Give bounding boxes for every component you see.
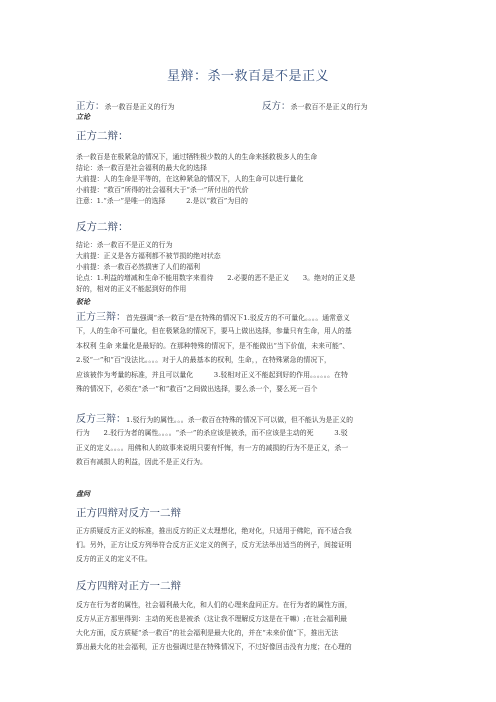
- pro-text: 杀一救百是正义的行为: [104, 103, 175, 111]
- pro-side-line: [76, 98, 175, 112]
- zheng2-body: [76, 152, 421, 207]
- paragraph-line: 反方在行为者的属性，社会福利最大化，和人们的心理来盘问正方。在行为者的属性方面，: [76, 601, 352, 609]
- paragraph-line: 正方质疑反方正义的标准，推出反方的正义太理想化，绝对化，只适用于佛陀，而不适合我: [76, 527, 352, 535]
- section-panwen: 盘问: [76, 489, 90, 498]
- paragraph-line: 结论：杀一救百是社会福利的最大化的选择: [76, 164, 207, 172]
- paragraph-line: 正义的定义。。。。用佛和人的故事来说明只要有忏悔，有一方的减损的行为不是正义，杀一: [76, 443, 349, 452]
- paragraph-line: 本权利 生命 来量化是最好的。在那种特殊的情况下，是不能做出“当下价值，未来可能”、: [76, 341, 350, 350]
- fan4-body: [76, 598, 421, 654]
- paragraph-line: 应该被作为考量的标准，并且可以量化 3.驳相对正义不能起到好的作用。。。。。。在特: [76, 370, 348, 379]
- fan3-first-line: 反方三辩：1.驳行为的属性。。。杀一救百在特殊的情况下可以做，但不能认为是正义的: [76, 414, 354, 425]
- paragraph-line: 殊的情况下，必须在“杀一”和“救百”之间做出选择，要么杀一个，要么死一百个: [76, 385, 318, 393]
- section-bolun: 驳论: [76, 297, 90, 306]
- paragraph-line: 反方的正义的定义不住。: [76, 555, 152, 563]
- paragraph-line: 结论：杀一救百不是正义的行为: [76, 241, 173, 249]
- paragraph-line: 大前提：正义是各方福利都不被节损的绝对状态: [76, 252, 221, 260]
- paragraph-line: 论点：1.利益的增减和生命不能用数字来看待 2.必要的恶不是正义 3。绝对的正义是: [76, 274, 356, 282]
- zheng4-body: [76, 524, 421, 566]
- paragraph-line: 们。另外，正方让反方列举符合反方正义定义的例子，反方无法举出适当的例子，间接证明: [76, 541, 352, 549]
- zheng3-first-line: 正方三辩：首先强调“杀一救百”是在特殊的情况下1.驳反方的不可量化。。。。通常意义: [76, 312, 350, 323]
- paragraph-line: 2.驳“一”和“百”没法比。。。。对于人的最基本的权利，生命，，在特殊紧急的情况下，: [76, 356, 331, 364]
- fan3-body: [76, 414, 421, 470]
- zheng3-body: [76, 312, 421, 397]
- paragraph-line: 大前提：人的生命是平等的，在这种紧急的情况下，人的生命可以进行量化: [76, 175, 304, 183]
- zheng3-heading: 正方三辩：: [76, 312, 126, 323]
- fan2-heading: 反方二辩：: [76, 221, 129, 233]
- paragraph-line: 小前提：“救百”所得的社会福利大于“杀一”所付出的代价: [76, 186, 249, 194]
- pro-label: 正方：: [76, 101, 105, 112]
- page-title: 星辩：杀一救百是不是正义: [166, 69, 329, 84]
- paragraph-line: 算出最大化的社会福利，正方也强调过是在特殊情况下，不过好像回击没有力度；在心理的: [76, 643, 352, 651]
- zheng4-heading: 正方四辩对反方一二辩: [76, 507, 181, 519]
- paragraph-line: 下，人的生命不可量化，但在极紧急的情况下，要马上做出选择，参量只有生命，用人的基: [76, 327, 352, 335]
- paragraph-line: 救百有减损人的利益，因此不是正义行为。: [76, 458, 207, 466]
- paragraph-line: 好的，相对的正义不能起到好的作用: [76, 285, 187, 293]
- paragraph-line: 行为 2.驳行为者的属性。。。。“杀一”的杀应该是被杀，而不应该是主动的死 3.驳: [76, 429, 348, 437]
- fan4-heading: 反方四辩对正方一二辩: [76, 580, 181, 592]
- fan2-body: [76, 240, 421, 295]
- paragraph-line: 注意：1.“杀一”是唯一的选择 2.是以“救百”为目的: [76, 197, 248, 205]
- section-lilun: 立论: [76, 112, 90, 121]
- paragraph-line: 大化方面，反方质疑“杀一救百”的社会福利是最大化的，并在“未来价值”下，推出无法: [76, 629, 339, 637]
- zheng2-heading: 正方二辩：: [76, 130, 129, 142]
- paragraph-line: 反方从正方那里得到：主动的死也是被杀（这让我不理解反方这是在干嘛）;在社会福利最: [76, 615, 348, 623]
- con-side-line: [262, 98, 368, 112]
- paragraph-line: 杀一救百是在极紧急的情况下，通过牺牲极少数的人的生命来拯救极多人的生命: [76, 153, 318, 161]
- con-text: 杀一救百不是正义的行为: [290, 103, 368, 111]
- con-label: 反方：: [262, 101, 291, 112]
- paragraph-line: 小前提：杀一救百必然损害了人们的福利: [76, 263, 201, 271]
- fan3-heading: 反方三辩：: [76, 414, 126, 425]
